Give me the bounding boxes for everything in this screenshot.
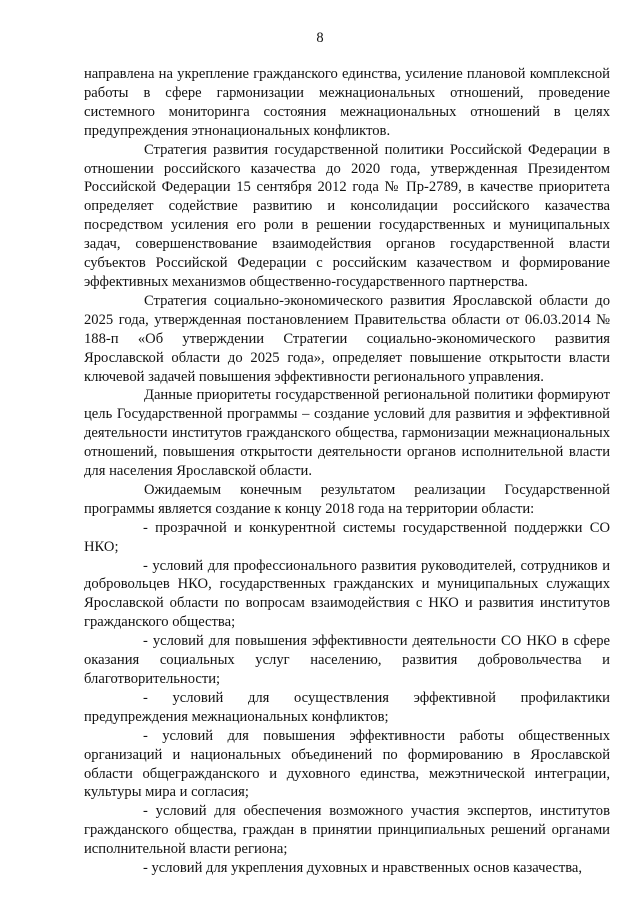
paragraph-5: Ожидаемым конечным результатом реализации Государственной программы является создание к концу 2018 года на территории области:	[84, 481, 610, 517]
document-body	[84, 65, 610, 878]
paragraph-2: Стратегия развития государственной политики Российской Федерации в отношении российского казачества до 2020 года, утвержденная Президентом Российской Федерации 15 сентября 2012 года № Пр-2789, в качестве приоритета определяет содействие развитию и консолидации российского казачества посредством усиления его роли в решении государственных и муниципальных задач, совершенствование взаимодействия органов государственной власти субъектов Российской Федерации с российским казачеством и формирование эффективных механизмов общественно-государственного партнерства.	[84, 141, 610, 290]
list-item: - условий для профессионального развития руководителей, сотрудников и добровольцев НКО, государственных гражданских и муниципальных служащих Ярославской области по вопросам взаимодействия с НКО и развития институтов гражданского общества;	[84, 557, 610, 631]
paragraph-1: направлена на укрепление гражданского единства, усиление плановой комплексной работы в сфере гармонизации межнациональных отношений, проведение системного мониторинга состояния межнациональных отношений в целях предупреждения этнонациональных конфликтов.	[84, 66, 610, 139]
list-item: - условий для укрепления духовных и нравственных основ казачества,	[143, 860, 583, 877]
list-item: - условий для осуществления эффективной профилактики предупреждения межнациональных конфликтов;	[84, 689, 610, 725]
page-number: 8	[316, 30, 324, 46]
list-item: - прозрачной и конкурентной системы государственной поддержки СО НКО;	[84, 519, 610, 555]
paragraph-3: Стратегия социально-экономического развития Ярославской области до 2025 года, утвержденная постановлением Правительства области от 06.03.2014 № 188-п «Об утверждении Стратегии социально-экономического развития Ярославской области до 2025 года», определяет повышение открытости власти ключевой задачей повышения эффективности регионального управления.	[84, 292, 610, 385]
list-item: - условий для повышения эффективности работы общественных организаций и национальных объединений по формированию в Ярославской области общегражданского и духовного единства, межэтнической интеграции, культуры мира и согласия;	[84, 727, 610, 801]
paragraph-4: Данные приоритеты государственной региональной политики формируют цель Государственной программы – создание условий для развития и эффективной деятельности институтов гражданского общества, гармонизации межнациональных отношений, повышения открытости деятельности органов исполнительной власти для населения Ярославской области.	[84, 387, 610, 480]
list-item: - условий для повышения эффективности деятельности СО НКО в сфере оказания социальных услуг населению, развития добровольчества и благотворительности;	[84, 633, 610, 687]
list-item: - условий для обеспечения возможного участия экспертов, институтов гражданского общества, граждан в принятии принципиальных решений органами исполнительной власти региона;	[84, 803, 610, 858]
